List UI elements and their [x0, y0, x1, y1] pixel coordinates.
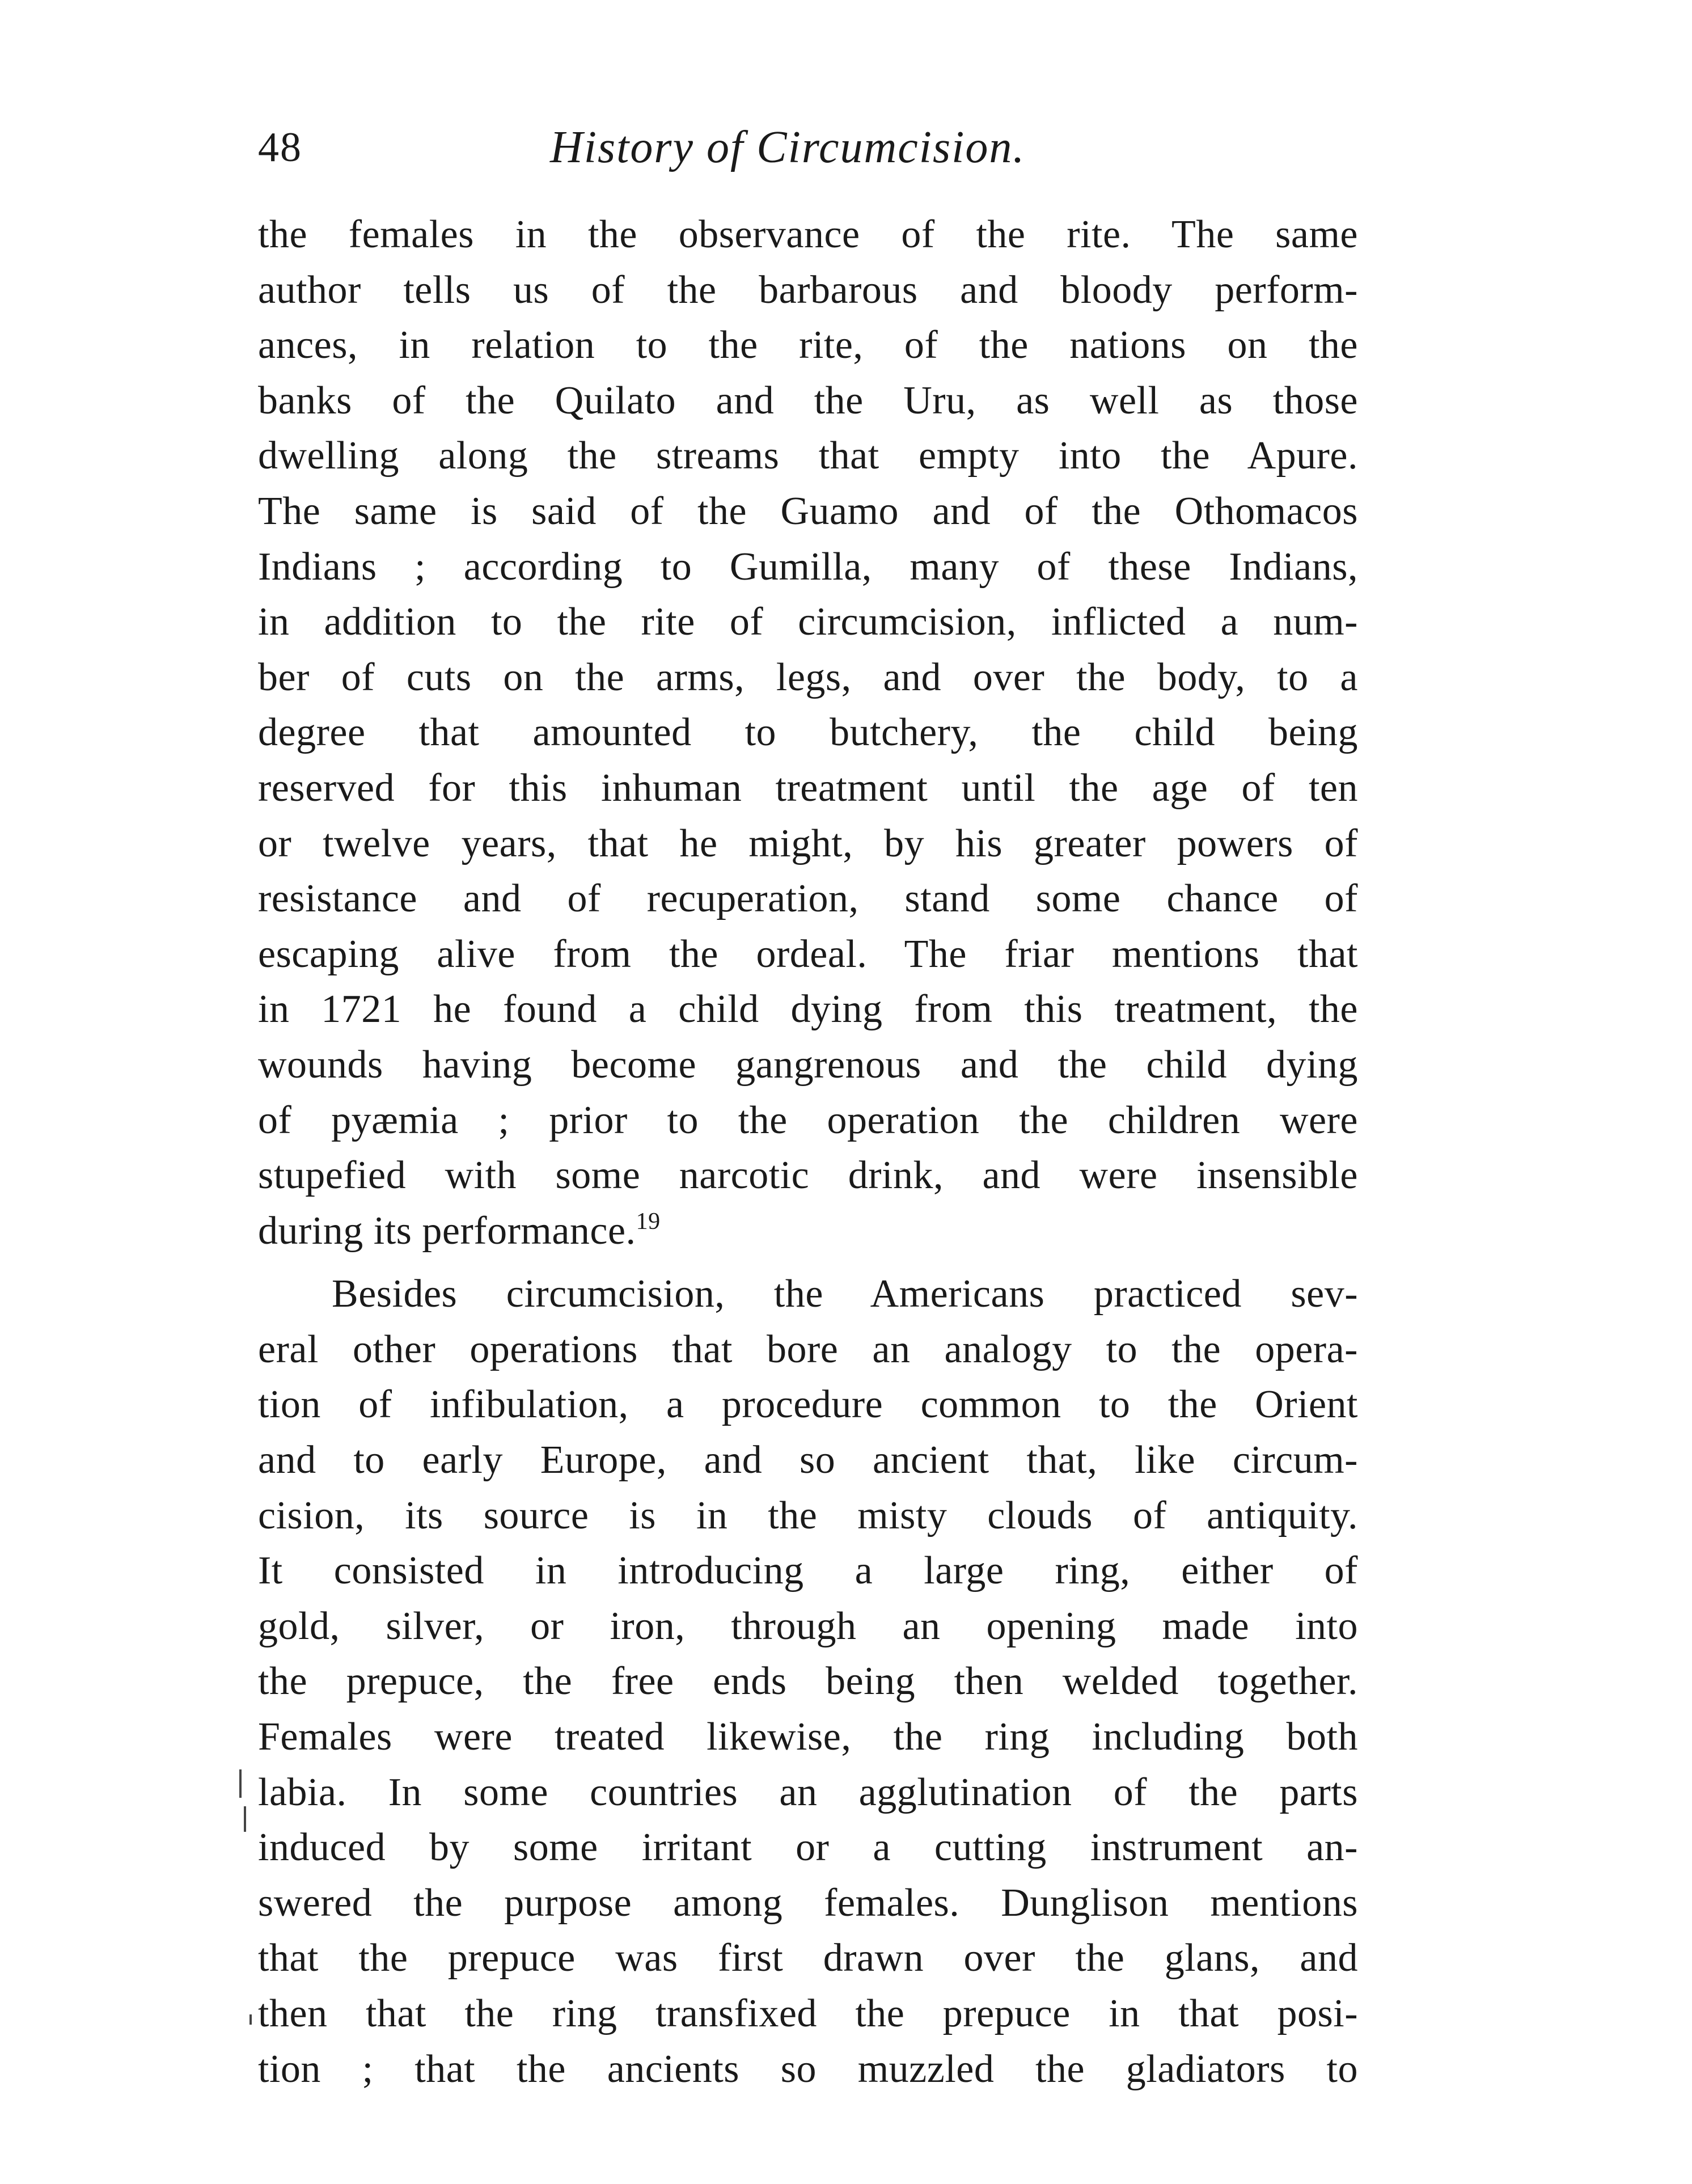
running-head [258, 119, 1361, 181]
text-line: The same is said of the Guamo and of the Othomacos [258, 489, 1358, 533]
margin-mark [244, 1806, 246, 1832]
text-line: dwelling along the streams that empty into the Apure. [258, 434, 1358, 478]
text-line: author tells us of the barbarous and bloody perform- [258, 268, 1358, 312]
text-line-content: during its performance. [258, 1209, 636, 1253]
paragraph-1 [258, 207, 1358, 1258]
paragraph-2 [258, 1266, 1358, 2097]
text-line: that the prepuce was first drawn over the glans, and [258, 1936, 1358, 1980]
text-line: the females in the observance of the rite. The same [258, 213, 1358, 256]
running-title: History of Circumcision. [550, 122, 1026, 172]
text-line: degree that amounted to butchery, the child being [258, 711, 1358, 755]
text-line: gold, silver, or iron, through an opening made into [258, 1604, 1358, 1648]
text-line: Females were treated likewise, the ring including both [258, 1715, 1358, 1759]
text-line: wounds having become gangrenous and the child dying [258, 1042, 1358, 1087]
text-line: cision, its source is in the misty clouds of antiquity. [258, 1493, 1358, 1537]
text-line: reserved for this inhuman treatment until the age of ten [258, 766, 1358, 810]
text-line: or twelve years, that he might, by his greater powers of [258, 821, 1358, 865]
text-line: resistance and of recuperation, stand some chance of [258, 877, 1358, 921]
text-line: tion of infibulation, a procedure common to the Orient [258, 1383, 1358, 1427]
page-number: 48 [258, 124, 302, 171]
text-line: Indians ; according to Gumilla, many of these Indians, [258, 544, 1358, 589]
text-line: in addition to the rite of circumcision, inflicted a num- [258, 600, 1358, 644]
margin-mark [239, 1769, 242, 1798]
text-line: banks of the Quilato and the Uru, as well as those [258, 378, 1358, 423]
text-line: and to early Europe, and so ancient that, like circum- [258, 1438, 1358, 1482]
paragraph-gap [258, 1258, 1358, 1266]
text-line: ber of cuts on the arms, legs, and over the body, to a [258, 655, 1358, 699]
text-line: ances, in relation to the rite, of the nations on the [258, 323, 1358, 367]
footnote-reference: 19 [636, 1208, 661, 1235]
text-line: It consisted in introducing a large ring, either of [258, 1549, 1358, 1593]
text-line: swered the purpose among females. Dunglison mentions [258, 1881, 1358, 1925]
margin-mark [249, 2014, 252, 2025]
text-line: stupefied with some narcotic drink, and were insensible [258, 1154, 1358, 1198]
text-line: eral other operations that bore an analogy to the opera- [258, 1327, 1358, 1371]
text-line: the prepuce, the free ends being then welded together. [258, 1659, 1358, 1704]
text-line: of pyæmia ; prior to the operation the children were [258, 1098, 1358, 1142]
text-line: labia. In some countries an agglutination of the parts [258, 1770, 1358, 1814]
text-line: tion ; that the ancients so muzzled the gladiators to [258, 2047, 1358, 2091]
text-line-indented: Besides circumcision, the Americans practiced sev- [332, 1272, 1358, 1316]
text-line: in 1721 he found a child dying from this treatment, the [258, 987, 1358, 1032]
text-line: then that the ring transfixed the prepuce in that posi- [258, 1992, 1358, 2035]
text-line-last [258, 1203, 1358, 1259]
text-line: induced by some irritant or a cutting instrument an- [258, 1826, 1358, 1870]
body-text [258, 207, 1358, 2097]
text-line: escaping alive from the ordeal. The friar mentions that [258, 932, 1358, 976]
